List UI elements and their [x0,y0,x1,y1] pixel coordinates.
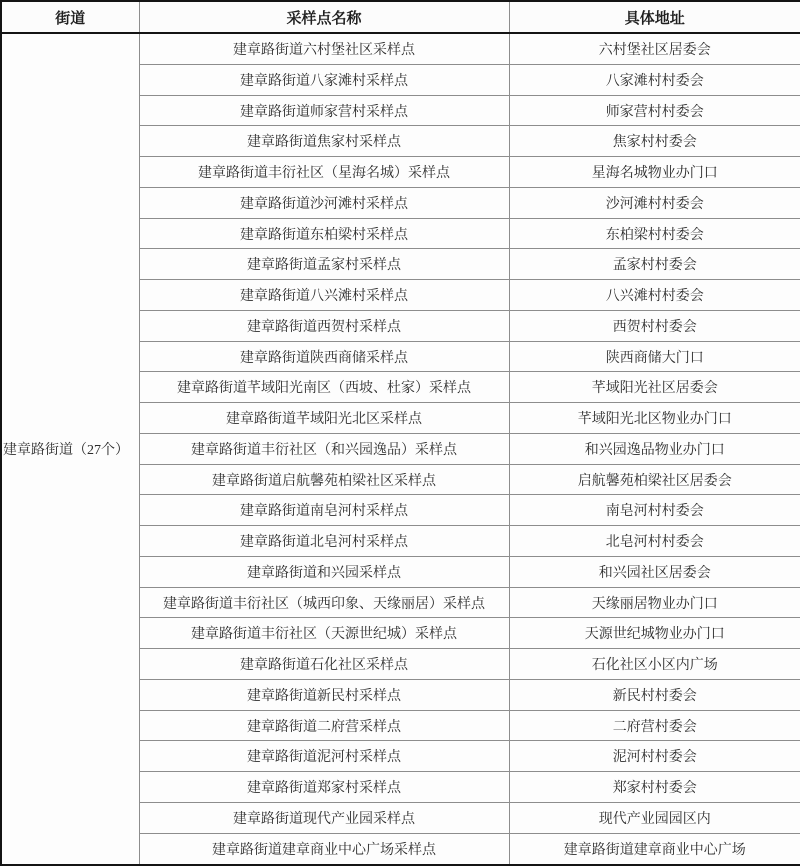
site-cell: 建章路街道芊域阳光北区采样点 [139,403,509,434]
site-cell: 建章路街道泥河村采样点 [139,741,509,772]
address-cell: 八兴滩村村委会 [509,280,800,311]
address-cell: 天缘丽居物业办门口 [509,587,800,618]
site-cell: 建章路街道西贺村采样点 [139,310,509,341]
site-cell: 建章路街道焦家村采样点 [139,126,509,157]
address-cell: 芊域阳光社区居委会 [509,372,800,403]
address-cell: 和兴园逸品物业办门口 [509,433,800,464]
address-cell: 建章路街道建章商业中心广场 [509,833,800,865]
site-cell: 建章路街道东柏梁村采样点 [139,218,509,249]
address-cell: 师家营村村委会 [509,95,800,126]
address-cell: 郑家村村委会 [509,772,800,803]
table-body [1,33,800,865]
site-cell: 建章路街道孟家村采样点 [139,249,509,280]
address-cell: 南皂河村村委会 [509,495,800,526]
site-cell: 建章路街道师家营村采样点 [139,95,509,126]
site-cell: 建章路街道八家滩村采样点 [139,64,509,95]
address-cell: 陕西商储大门口 [509,341,800,372]
address-cell: 石化社区小区内广场 [509,649,800,680]
address-cell: 六村堡社区居委会 [509,33,800,64]
address-cell: 西贺村村委会 [509,310,800,341]
address-cell: 二府营村委会 [509,710,800,741]
site-cell: 建章路街道丰衍社区（星海名城）采样点 [139,157,509,188]
address-cell: 启航馨苑柏梁社区居委会 [509,464,800,495]
site-cell: 建章路街道启航馨苑柏梁社区采样点 [139,464,509,495]
site-cell: 建章路街道芊域阳光南区（西坡、杜家）采样点 [139,372,509,403]
header-row [1,1,800,33]
address-cell: 泥河村村委会 [509,741,800,772]
address-cell: 和兴园社区居委会 [509,556,800,587]
site-cell: 建章路街道现代产业园采样点 [139,802,509,833]
site-cell: 建章路街道八兴滩村采样点 [139,280,509,311]
header-address: 具体地址 [509,1,800,33]
site-cell: 建章路街道丰衍社区（和兴园逸品）采样点 [139,433,509,464]
site-cell: 建章路街道南皂河村采样点 [139,495,509,526]
site-cell: 建章路街道新民村采样点 [139,679,509,710]
site-cell: 建章路街道郑家村采样点 [139,772,509,803]
address-cell: 天源世纪城物业办门口 [509,618,800,649]
site-cell: 建章路街道丰衍社区（天源世纪城）采样点 [139,618,509,649]
site-cell: 建章路街道北皂河村采样点 [139,526,509,557]
address-cell: 新民村村委会 [509,679,800,710]
address-cell: 焦家村村委会 [509,126,800,157]
header-site-name: 采样点名称 [139,1,509,33]
site-cell: 建章路街道陕西商储采样点 [139,341,509,372]
site-cell: 建章路街道建章商业中心广场采样点 [139,833,509,865]
site-cell: 建章路街道石化社区采样点 [139,649,509,680]
address-cell: 现代产业园园区内 [509,802,800,833]
site-cell: 建章路街道二府营采样点 [139,710,509,741]
address-cell: 北皂河村村委会 [509,526,800,557]
address-cell: 东柏梁村村委会 [509,218,800,249]
address-cell: 孟家村村委会 [509,249,800,280]
site-cell: 建章路街道和兴园采样点 [139,556,509,587]
address-cell: 星海名城物业办门口 [509,157,800,188]
site-cell: 建章路街道丰衍社区（城西印象、天缘丽居）采样点 [139,587,509,618]
address-cell: 沙河滩村村委会 [509,187,800,218]
table-row [1,33,800,64]
site-cell: 建章路街道六村堡社区采样点 [139,33,509,64]
address-cell: 芊域阳光北区物业办门口 [509,403,800,434]
address-cell: 八家滩村村委会 [509,64,800,95]
street-group-cell: 建章路街道（27个） [1,33,139,865]
site-cell: 建章路街道沙河滩村采样点 [139,187,509,218]
table-header [1,1,800,33]
header-street: 街道 [1,1,139,33]
